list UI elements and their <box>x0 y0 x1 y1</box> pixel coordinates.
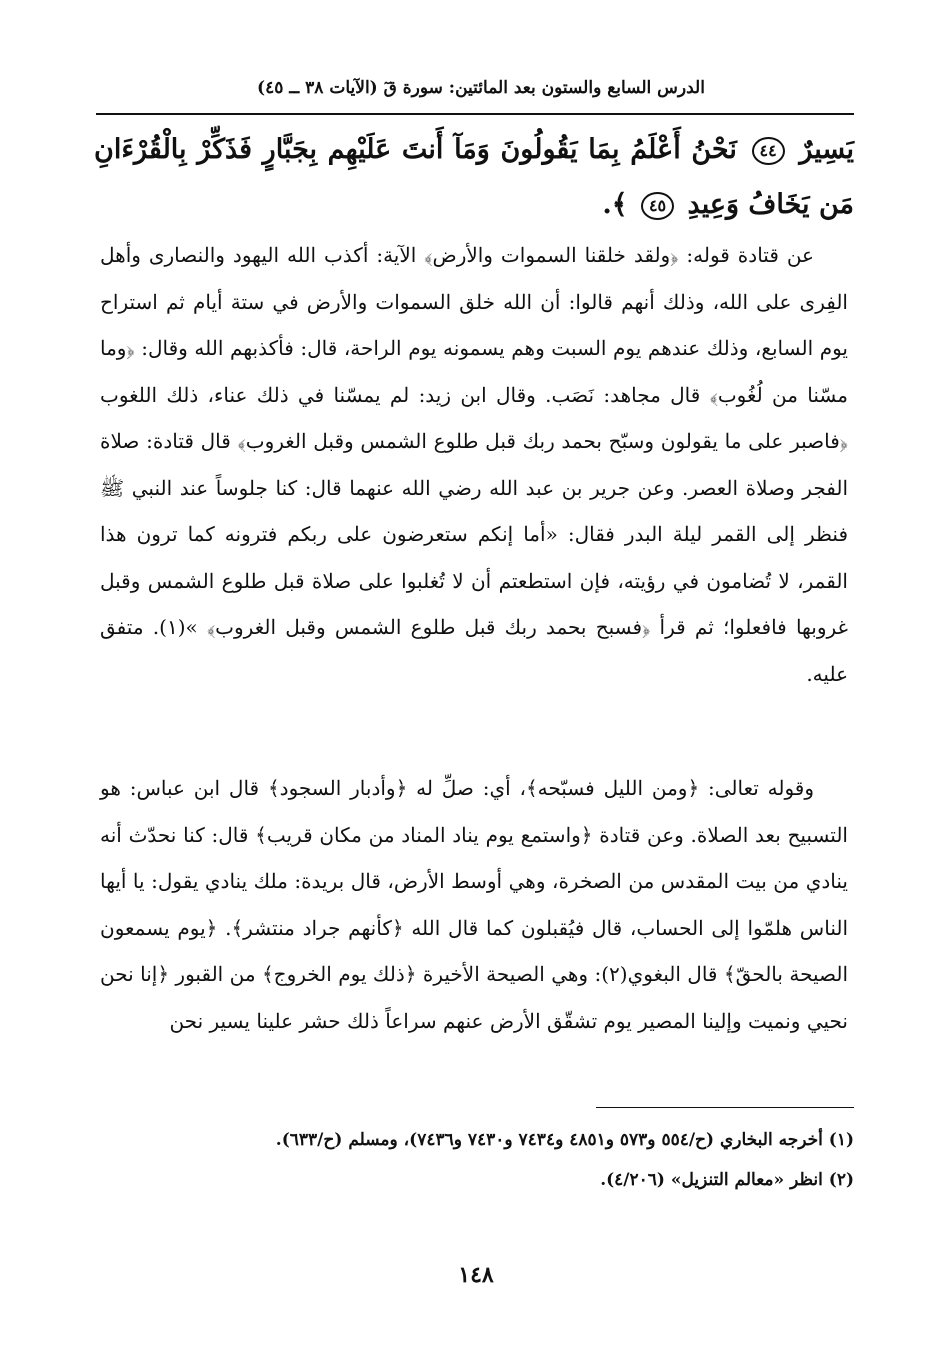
ayah-number-marker: ٤٥ <box>641 192 674 220</box>
verse-closing: ﴾. <box>602 189 628 220</box>
ayah-number-marker: ٤٤ <box>752 137 785 165</box>
header-divider <box>96 113 854 115</box>
footnote-divider <box>596 1107 854 1108</box>
verse-44-text: يَسِيرٌ <box>799 134 854 165</box>
paragraph-text: وقوله تعالى: ﴿ومن الليل فسبّحه﴾، أي: صلِّ له ﴿وأدبار السجود﴾ قال ابن عباس: هو التسبيح بعد الصلاة. وعن قتادة ﴿واستمع يوم يناد المناد من مكان قريب﴾ قال: كنا نحدّث أنه ينادي من بيت المقدس من الصخرة، وهي أوسط الأرض، قال بريدة: ملك ينادي يقول: يا أيها الناس هلمّوا إلى الحساب، قال فيُقبلون كما قال الله ﴿كأنهم جراد منتشر﴾. ﴿يوم يسمعون الصيحة بالحقّ﴾ قال البغوي(٢): وهي الصيحة الأخيرة ﴿ذلك يوم الخروج﴾ من القبور ﴿إنا نحن نحيي ونميت وإلينا المصير يوم تشقّق الأرض عنهم سراعاً ذلك حشر علينا يسير نحن <box>100 776 849 1033</box>
paragraph-text: عن قتادة قوله: ﴿ولقد خلقنا السموات والأرض﴾ الآية: أكذب الله اليهود والنصارى وأهل الفِرى على الله، وذلك أنهم قالوا: أن الله خلق السموات والأرض في ستة أيام ثم استراح يوم السابع، وذلك عندهم يوم السبت وهم يسمونه يوم الراحة، قال: فأكذبهم الله وقال: ﴿وما مسّنا من لُغُوب﴾ قال مجاهد: نَصَب. وقال ابن زيد: لم يمسّنا في ذلك عناء، ذلك اللغوب ﴿فاصبر على ما يقولون وسبّح بحمد ربك قبل طلوع الشمس وقبل الغروب﴾ قال قتادة: صلاة الفجر وصلاة العصر. وعن جرير بن عبد الله رضي الله عنهما قال: كنا جلوساً عند النبي ﷺ فنظر إلى القمر ليلة البدر فقال: «أما إنكم ستعرضون على ربكم فترونه كما ترون هذا القمر، لا تُضامون في رؤيته، فإن استطعتم أن لا تُغلبوا على صلاة قبل طلوع الشمس وقبل غروبها فافعلوا؛ ثم قرأ ﴿فسبح بحمد ربك قبل طلوع الشمس وقبل الغروب﴾ »(١). متفق عليه. <box>100 243 848 686</box>
running-header: الدرس السابع والستون بعد المائتين: سورة قٓ (الآيات ٣٨ ــ ٤٥) <box>257 78 705 98</box>
page-number: ١٤٨ <box>458 1262 494 1288</box>
footnote-1: (١) أخرجه البخاري (ح/٥٥٤ و٥٧٣ و٤٨٥١ و٧٤٣٤ و٧٤٣٠ و٧٤٣٦)، ومسلم (ح/٦٣٣). <box>275 1130 854 1150</box>
verse-45-text: نَحْنُ أَعْلَمُ بِمَا يَقُولُونَ وَمَآ أَنتَ عَلَيْهِم بِجَبَّارٍ فَذَكِّرْ بِالْقُرْءَانِ مَن يَخَافُ وَعِيدِ <box>94 134 854 220</box>
footnote-2: (٢) انظر «معالم التنزيل» (٤/٢٠٦). <box>600 1170 854 1190</box>
commentary-paragraph <box>100 232 848 697</box>
quran-verses <box>94 122 854 232</box>
commentary-paragraph <box>100 765 848 1044</box>
footnotes <box>98 1120 854 1200</box>
